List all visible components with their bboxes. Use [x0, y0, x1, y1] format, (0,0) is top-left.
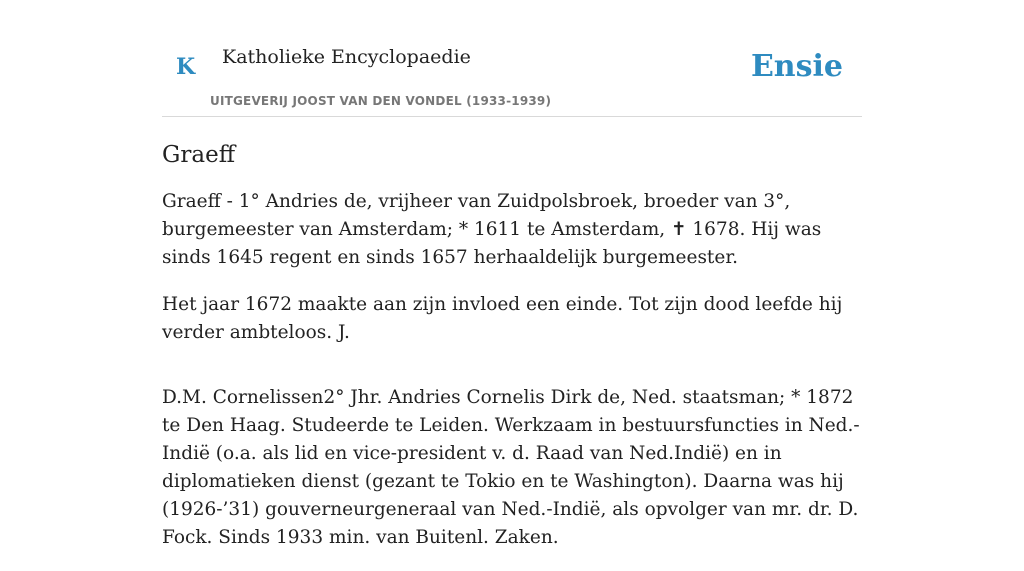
article-paragraph: Graeff - 1° Andries de, vrijheer van Zuidpolsbroek, broeder van 3°, burgemeester van Amsterdam; * 1611 te Amsterdam, ✝ 1678. Hij was sinds 1645 regent en sinds 1657 herhaaldelijk burgemeester. [162, 191, 822, 268]
publication-logo[interactable]: K [176, 54, 196, 80]
article [162, 139, 862, 571]
article-paragraph: D.M. Cornelissen2° Jhr. Andries Cornelis Dirk de, Ned. staatsman; * 1872 te Den Haag. Studeerde te Leiden. Werkzaam in bestuursfuncties in Ned.-Indië (o.a. als lid en vice-president v. d. Raad van Ned.Indië) en in diplomatieken dienst (gezant te Tokio en te Washington). Daarna was hij (1926-’31) gouverneurgeneraal van Ned.-Indië, als opvolger van mr. dr. D. Fock. Sinds 1933 min. van Buitenl. Zaken. [162, 387, 860, 548]
brand-logo-link[interactable]: Ensie [750, 49, 843, 84]
article-paragraph: Het jaar 1672 maakte aan zijn invloed een einde. Tot zijn dood leefde hij verder ambteloos. J. [162, 294, 843, 343]
article-title: Graeff [162, 142, 236, 168]
site-header [162, 0, 862, 117]
publication-subtitle: UITGEVERIJ JOOST VAN DEN VONDEL (1933-1939) [210, 94, 552, 108]
publication-title[interactable]: Katholieke Encyclopaedie [222, 46, 471, 68]
